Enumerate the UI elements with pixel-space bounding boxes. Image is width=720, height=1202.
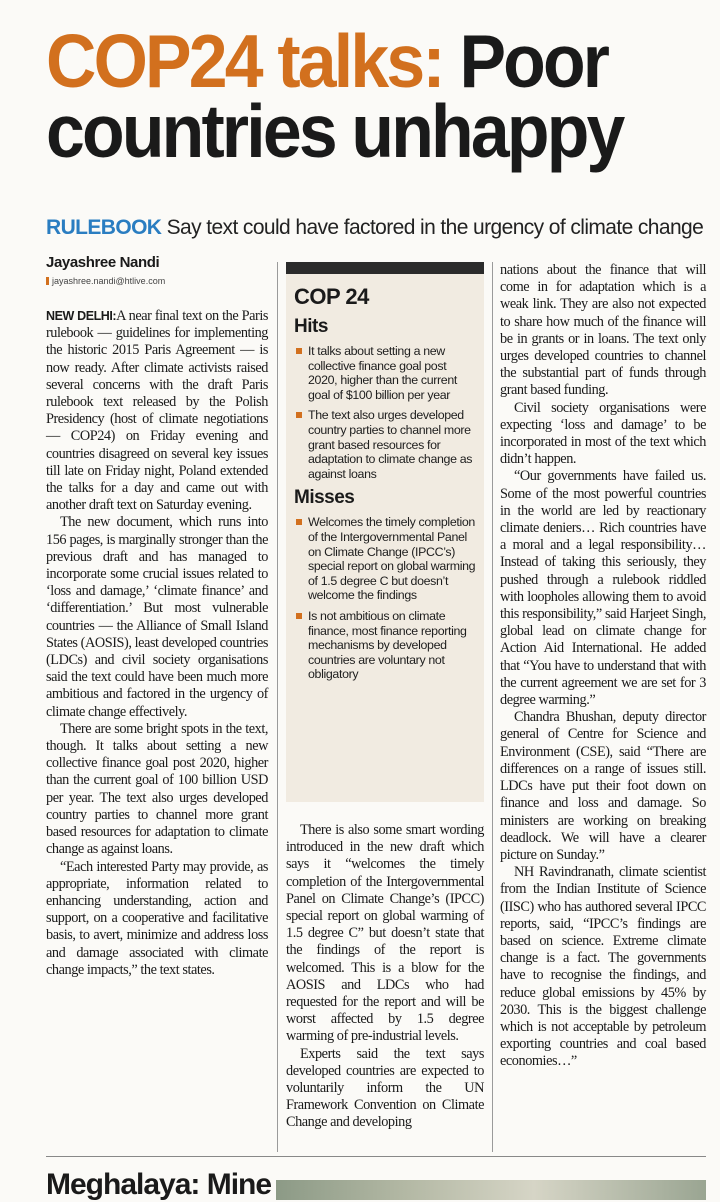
deck-kicker: RULEBOOK: [46, 216, 162, 239]
factbox-miss-item: Welcomes the timely completion of the Intergovernmental Panel on Climate Change (IPCC’s) special report on global warming of 1.5 degree C but doesn’t welcome the findings: [294, 515, 476, 603]
paragraph: Civil society organisations were expecting ‘loss and damage’ to be incorporated in most of the text which didn’t happen.: [500, 399, 706, 468]
paragraph: NEW DELHI:A near final text on the Paris rulebook — guidelines for implementing the historic 2015 Paris Agreement — is now ready. After climate activists raised several concerns with the draft Paris rulebook text released by the Polish Presidency (host of climate negotiations — COP24) on Friday evening and countries disagreed on several key issues till late on Friday night, Poland extended the talks for a day and came out with another draft text on Saturday evening.: [46, 308, 268, 514]
column-divider: [492, 262, 493, 1152]
factbox-misses-heading: Misses: [294, 487, 355, 509]
paragraph: “Our governments have failed us. Some of the most powerful countries in the world are led by reactionary climate deniers… Rich countries have a moral and a legal responsibility… Instead of taking this seriously, they pushed through a rulebook riddled with loopholes allowing them to avoid this responsibility,” said Harjeet Singh, global lead on climate change for Action Aid International. He added that “You have to understand that with the current agreement we are set for 3 degree warming.”: [500, 468, 706, 709]
paragraph: There are some bright spots in the text, though. It talks about setting a new collective finance goal post 2020, higher than the current goal of 100 billion USD per year. The text also urges developed country parties to channel more grant based resources for adaptation to climate change as against loans.: [46, 720, 268, 858]
dateline: NEW DELHI:: [46, 309, 117, 323]
byline-email: jayashree.nandi@htlive.com: [52, 276, 166, 286]
paragraph: The new document, which runs into 156 pages, is marginally stronger than the previous draft and has managed to incorporate some crucial issues related to ‘loss and damage,’ ‘climate finance’ and ‘differentiation.’ But most vulnerable countries — the Alliance of Small Island States (AOSIS), least developed countries (LDCs) and civil society organisations said the text could have been much more ambitious and factored in the urgency of climate change effectively.: [46, 514, 268, 720]
column-divider: [277, 262, 278, 1152]
byline-author: Jayashree Nandi: [46, 254, 160, 271]
cop24-factbox: [286, 262, 484, 802]
byline-email-row: [46, 276, 165, 286]
headline: [46, 19, 660, 173]
headline-line1-rest: Poor: [459, 19, 608, 103]
paragraph: “Each interested Party may provide, as appropriate, information related to enhancing understanding, action and support, on a cooperative and facilitative basis, to avert, minimize and address loss and damage associated with climate change impacts,” the text states.: [46, 858, 268, 978]
headline-line2: countries unhappy: [46, 89, 623, 173]
article-column-1: [46, 308, 268, 979]
paragraph: Experts said the text says developed countries are expected to voluntarily inform the UN Framework Convention on Climate Change and developing: [286, 1045, 484, 1131]
factbox-hits-heading: Hits: [294, 316, 328, 337]
headline-accent: COP24 talks:: [46, 19, 443, 103]
next-story-headline: Meghalaya: Mine: [46, 1168, 272, 1201]
factbox-misses-list: [286, 515, 484, 682]
paragraph: nations about the finance that will come in for adaptation which is a weak link. They are also not expected to share how much of the finance will be in grants or in loans. The text only urges developed countries to channel the substantial part of funds through grant based funding.: [500, 262, 706, 399]
paragraph: Chandra Bhushan, deputy director general of Centre for Science and Environment (CSE), said “There are differences on a range of issues still. LDCs have put their foot down on finance and loss and damage. So ministers are working on breaking deadlock. We will have a clearer picture on Sunday.”: [500, 709, 706, 863]
factbox-title: COP 24: [294, 284, 369, 309]
factbox-hits-list: [286, 344, 484, 481]
deck-text: Say text could have factored in the urgency of climate change: [166, 216, 704, 239]
paragraph: NH Ravindranath, climate scientist from the Indian Institute of Science (IISC) who has authored several IPCC reports, said, “IPCC’s findings are based on science. Extreme climate change is a fact. The governments have to recognise the findings, and reduce global emissions by 45% by 2030. This is the biggest challenge which is not acceptable by petroleum exporting countries and coal based economies…”: [500, 864, 706, 1070]
next-story-photo: [276, 1180, 706, 1200]
article-column-3: [500, 262, 706, 1071]
factbox-hit-item: The text also urges developed country parties to channel more grant based resources for adaptation to climate change as against loans: [294, 408, 476, 481]
factbox-hit-item: It talks about setting a new collective finance goal post 2020, higher than the current goal of $100 billion per year: [294, 344, 476, 402]
factbox-top-bar: [286, 262, 484, 274]
paragraph: There is also some smart wording introduced in the new draft which says it “welcomes the timely completion of the Intergovernmental Panel on Climate Change’s (IPCC) special report on global warming of 1.5 degree C” but doesn’t state that the findings of the report is welcomed. This is a blow for the AOSIS and LDCs who had requested for the report and will be worst affected by 1.5 degree warming of pre-industrial levels.: [286, 822, 484, 1045]
bottom-rule: [46, 1156, 706, 1157]
email-marker-icon: [46, 277, 49, 285]
deck: [46, 216, 716, 240]
article-column-2: [286, 822, 484, 1132]
factbox-miss-item: Is not ambitious on climate finance, most finance reporting mechanisms by developed countries are voluntary not obligatory: [294, 609, 476, 682]
